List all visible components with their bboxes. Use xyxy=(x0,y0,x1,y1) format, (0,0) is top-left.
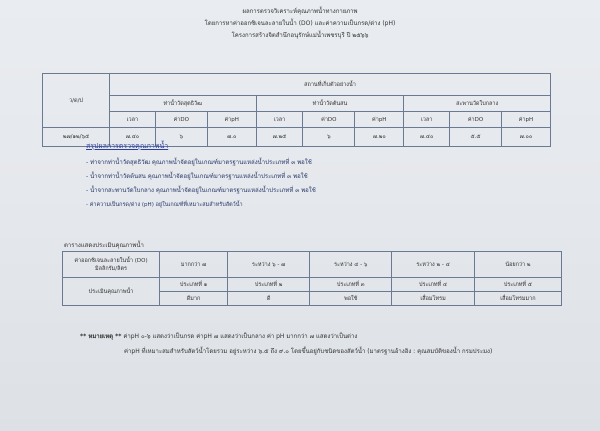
column-label: ค่าDO xyxy=(450,112,502,128)
quality-cell: ดีมาก xyxy=(160,292,228,306)
quality-cell: ดี xyxy=(228,292,310,306)
table-row xyxy=(63,252,562,278)
value-cell: ๗.๔๐ xyxy=(110,128,156,147)
column-label: ค่าpH xyxy=(355,112,404,128)
value-cell: ๗.๒๐ xyxy=(355,128,404,147)
site-header: ท่าน้ำวัดต้นสน xyxy=(256,96,404,112)
value-cell: ๗.๒๕ xyxy=(256,128,303,147)
note-text: ค่าpH ๐-๖ แสดงว่าเป็นกรด ค่าpH ๗ แสดงว่าเป็นกลาง ค่า pH มากกว่า ๗ แสดงว่าเป็นด่าง xyxy=(123,333,358,340)
do-range-cell: มากกว่า ๗ xyxy=(160,252,228,278)
column-label: ค่าpH xyxy=(501,112,550,128)
sample-location-header: สถานที่เก็บตัวอย่างน้ำ xyxy=(110,74,551,96)
note-line-1 xyxy=(80,331,357,341)
value-cell: ๖ xyxy=(303,128,355,147)
quality-cell: เสื่อมโทรม xyxy=(392,292,474,306)
doc-project-line: โครงการสร้างจิตสำนึกอนุรักษ์แม่น้ำเพชรบุรี ปี ๒๕๖๖ xyxy=(231,32,369,39)
assessment-table-caption: ตารางแสดงประเมินคุณภาพน้ำ xyxy=(64,242,144,249)
assessment-row-header: ประเมินคุณภาพน้ำ xyxy=(63,278,160,306)
sample-date-cell: ๒๗/๑๒/๖๕ xyxy=(43,128,110,147)
column-label: ค่าDO xyxy=(155,112,207,128)
column-label: ค่าDO xyxy=(303,112,355,128)
do-range-cell: ระหว่าง ๔ - ๖ xyxy=(310,252,392,278)
type-cell: ประเภทที่ ๓ xyxy=(310,278,392,292)
value-cell: ๗.๔๐ xyxy=(404,128,450,147)
water-sample-table xyxy=(42,73,551,147)
assessment-table xyxy=(62,251,562,306)
do-range-cell: น้อยกว่า ๒ xyxy=(474,252,561,278)
type-cell: ประเภทที่ ๔ xyxy=(392,278,474,292)
column-label: เวลา xyxy=(256,112,303,128)
do-row-header: ค่าออกซิเจนละลายในน้ำ (DO) มิลลิกรัม/ลิตร xyxy=(63,252,160,278)
site-header: ท่าน้ำวัดสุตธิวัฒ xyxy=(110,96,257,112)
do-range-cell: ระหว่าง ๒ - ๔ xyxy=(392,252,474,278)
doc-title: ผลการตรวจวิเคราะห์คุณภาพน้ำทางกายภาพ xyxy=(242,8,358,15)
quality-cell: พอใช้ xyxy=(310,292,392,306)
summary-item: - น้ำจากท่าน้ำวัดต้นสน คุณภาพน้ำจัดอยู่ในเกณฑ์มาตรฐานแหล่งน้ำประเภทที่ ๓ พอใช้ xyxy=(86,173,308,180)
summary-section xyxy=(86,141,316,212)
summary-item: - น้ำจากสะพานวัดใบกลาง คุณภาพน้ำจัดอยู่ในเกณฑ์มาตรฐานแหล่งน้ำประเภทที่ ๓ พอใช้ xyxy=(86,187,316,194)
value-cell: ๗.๐ xyxy=(207,128,256,147)
type-cell: ประเภทที่ ๕ xyxy=(474,278,561,292)
date-header: ว/ด/ป xyxy=(43,74,110,128)
site-header: สะพานวัดใบกลาง xyxy=(404,96,551,112)
column-label: เวลา xyxy=(404,112,450,128)
table-row xyxy=(63,278,562,292)
column-label: เวลา xyxy=(110,112,156,128)
note-line-2: ค่าpH ที่เหมาะสมสำหรับสัตว์น้ำโดยรวม อยู่ระหว่าง ๖.๕ ถึง ๙.๐ โดยขึ้นอยู่กับชนิดของสัตว์น้ำ (มาตรฐานอ้างอิง : คุณสมบัติของน้ำ กรมประมง) xyxy=(124,348,493,355)
value-cell: ๕.๕ xyxy=(450,128,502,147)
column-label: ค่าpH xyxy=(207,112,256,128)
doc-subtitle: โดยการหาค่าออกซิเจนละลายในน้ำ (DO) และค่าความเป็นกรด/ด่าง (pH) xyxy=(204,20,396,27)
type-cell: ประเภทที่ ๒ xyxy=(228,278,310,292)
summary-item: - ท่าจากท่าน้ำวัดสุตธิวัฒ คุณภาพน้ำจัดอยู่ในเกณฑ์มาตรฐานแหล่งน้ำประเภทที่ ๓ พอใช้ xyxy=(86,159,312,166)
quality-cell: เสื่อมโทรมมาก xyxy=(474,292,561,306)
do-range-cell: ระหว่าง ๖ - ๗ xyxy=(228,252,310,278)
summary-item: - ค่าความเป็นกรด/ด่าง (pH) อยู่ในเกณฑ์ที่เหมาะสมสำหรับสัตว์น้ำ xyxy=(86,202,243,208)
value-cell: ๖ xyxy=(155,128,207,147)
value-cell: ๗.๐๐ xyxy=(501,128,550,147)
summary-title: สรุปผลการตรวจคุณภาพน้ำ xyxy=(86,142,169,150)
note-label: ** หมายเหตุ ** xyxy=(80,333,122,340)
type-cell: ประเภทที่ ๑ xyxy=(160,278,228,292)
